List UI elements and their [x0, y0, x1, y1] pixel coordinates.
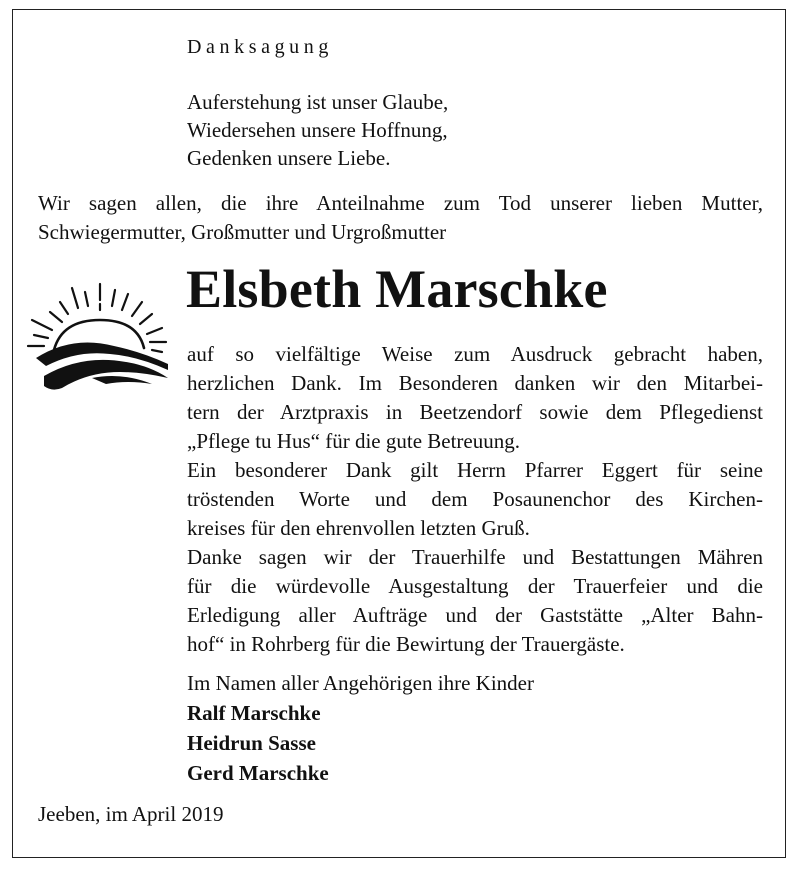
- intro-line: Schwiegermutter, Großmutter und Urgroßmutter: [38, 220, 447, 244]
- body-line: für die würdevolle Ausgestaltung der Trauerfeier und die: [187, 574, 763, 598]
- verse-line: Wiedersehen unsere Hoffnung,: [187, 118, 448, 142]
- rising-sun-over-hills-icon: [22, 280, 172, 395]
- notice-heading: Danksagung: [187, 36, 333, 58]
- intro-text: [38, 189, 763, 247]
- body-line: tröstenden Worte und dem Posaunenchor des Kirchen-: [187, 487, 763, 511]
- body-line: herzlichen Dank. Im Besonderen danken wir den Mitarbei-: [187, 371, 763, 395]
- body-line: Danke sagen wir der Trauerhilfe und Bestattungen Mähren: [187, 545, 763, 569]
- verse-block: [187, 88, 448, 172]
- signatory-name: Heidrun Sasse: [187, 731, 316, 755]
- place-date: Jeeben, im April 2019: [38, 802, 224, 826]
- body-line: auf so vielfältige Weise zum Ausdruck gebracht haben,: [187, 342, 763, 366]
- body-line: Erledigung aller Aufträge und der Gaststätte „Alter Bahn-: [187, 603, 763, 627]
- signature-block: [187, 668, 534, 788]
- body-line: tern der Arztpraxis in Beetzendorf sowie dem Pflegedienst: [187, 400, 763, 424]
- body-line: Ein besonderer Dank gilt Herrn Pfarrer Eggert für seine: [187, 458, 763, 482]
- body-line: kreises für den ehrenvollen letzten Gruß.: [187, 516, 530, 540]
- signatory-name: Gerd Marschke: [187, 761, 329, 785]
- body-line: „Pflege tu Hus“ für die gute Betreuung.: [187, 429, 520, 453]
- signatory-name: Ralf Marschke: [187, 701, 321, 725]
- signature-intro: Im Namen aller Angehörigen ihre Kinder: [187, 671, 534, 695]
- intro-line: Wir sagen allen, die ihre Anteilnahme zum Tod unserer lieben Mutter,: [38, 191, 763, 215]
- verse-line: Auferstehung ist unser Glaube,: [187, 90, 449, 114]
- body-text: [187, 340, 763, 659]
- verse-line: Gedenken unsere Liebe.: [187, 146, 391, 170]
- body-line: hof“ in Rohrberg für die Bewirtung der Trauergäste.: [187, 632, 625, 656]
- deceased-name: Elsbeth Marschke: [186, 259, 608, 319]
